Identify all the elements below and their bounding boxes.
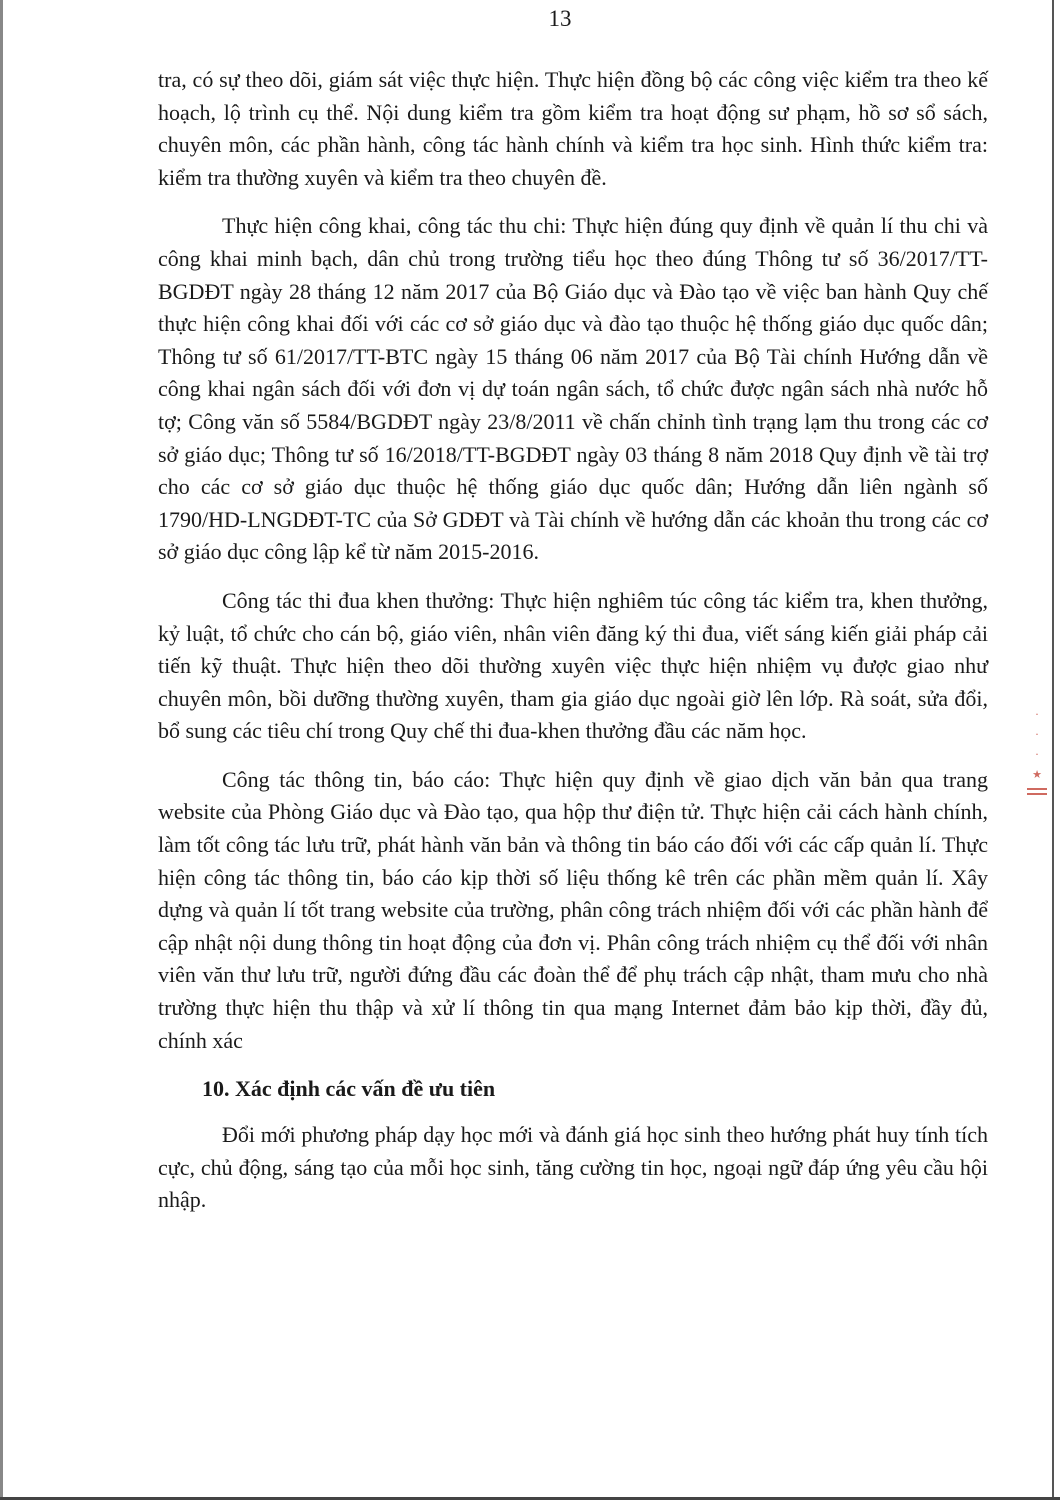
paragraph-priorities: Đổi mới phương pháp dạy học mới và đánh giá học sinh theo hướng phát huy tính tích cực, chủ động, sáng tạo của mỗi học sinh, tăng cường tin học, ngoại ngữ đáp ứng yêu cầu hội nhập.: [158, 1122, 988, 1213]
stamp-bar: [1027, 788, 1047, 790]
stamp-mark-2: ·: [1035, 728, 1039, 741]
page-number: 13: [548, 6, 572, 31]
stamp-mark-3: ·: [1035, 748, 1039, 761]
paragraph-public-finance: Thực hiện công khai, công tác thu chi: Thực hiện đúng quy định về quản lí thu chi và công khai minh bạch, dân chủ trong trường tiểu học theo đúng Thông tư số 36/2017/TT-BGDĐT ngày 28 tháng 12 năm 2017 của Bộ Giáo dục và Đào tạo về việc ban hành Quy chế thực hiện công khai đối với các cơ sở giáo dục và đào tạo thuộc hệ thống giáo dục quốc dân; Thông tư số 61/2017/TT-BTC ngày 15 tháng 06 năm 2017 của Bộ Tài chính Hướng dẫn về công khai ngân sách đối với đơn vị dự toán ngân sách, tổ chức được ngân sách nhà nước hỗ tợ; Công văn số 5584/BGDĐT ngày 23/8/2011 về chấn chỉnh tình trạng lạm thu trong các cơ sở giáo dục; Thông tư số 16/2018/TT-BGDĐT ngày 03 tháng 8 năm 2018 Quy định về tài trợ cho các cơ sở giáo dục thuộc hệ thống giáo dục quốc dân; Hướng dẫn liên ngành số 1790/HD-LNGDĐT-TC của Sở GDĐT và Tài chính về hướng dẫn các khoản thu trong các cơ sở giáo dục công lập kể từ năm 2015-2016.: [158, 213, 988, 565]
paragraph-inspection-continued: tra, có sự theo dõi, giám sát việc thực hiện. Thực hiện đồng bộ các công việc kiểm tra theo kế hoạch, lộ trình cụ thể. Nội dung kiểm tra gồm kiểm tra hoạt động sư phạm, hồ sơ sổ sách, chuyên môn, các phần hành, công tác hành chính và kiểm tra học sinh. Hình thức kiểm tra: kiểm tra thường xuyên và kiểm tra theo chuyên đề.: [158, 67, 988, 190]
document-body: [158, 64, 988, 1233]
stamp-bar: [1027, 793, 1047, 795]
scan-right-edge: [1052, 0, 1054, 1500]
scan-left-edge: [0, 0, 3, 1500]
paragraph-information-reporting: Công tác thông tin, báo cáo: Thực hiện quy định về giao dịch văn bản qua trang website của Phòng Giáo dục và Đào tạo, qua hộp thư điện tử. Thực hiện cải cách hành chính, làm tốt công tác lưu trữ, phát hành văn bản và thông tin báo cáo đối với các cấp quản lí. Thực hiện công tác thông tin, báo cáo kịp thời số liệu thống kê trên các phần mềm quản lí. Xây dựng và quản lí tốt trang website của trường, phân công trách nhiệm đối với các phần hành để cập nhật nội dung thông tin hoạt động của đơn vị. Phân công trách nhiệm cụ thể đối với nhân viên văn thư lưu trữ, người đứng đầu các đoàn thể để phụ trách cập nhật, tham mưu cho nhà trường thực hiện thu thập và xử lí thông tin qua mạng Internet đảm bảo kịp thời, đầy đủ, chính xác: [158, 766, 988, 1053]
red-stamp-fragment: [1026, 705, 1048, 825]
section-heading-priorities: 10. Xác định các vấn đề ưu tiên: [202, 1076, 496, 1102]
stamp-mark-1: ·: [1035, 708, 1039, 721]
paragraph-emulation-rewards: Công tác thi đua khen thưởng: Thực hiện nghiêm túc công tác kiểm tra, khen thưởng, kỷ luật, tổ chức cho cán bộ, giáo viên, nhân viên đăng ký thi đua, viết sáng kiến giải pháp cải tiến kỹ thuật. Thực hiện theo dõi thường xuyên việc thực hiện nhiệm vụ được giao như chuyên môn, bồi dưỡng thường xuyên, tham gia giáo dục ngoài giờ lên lớp. Rà soát, sửa đổi, bổ sung các tiêu chí trong Quy chế thi đua-khen thưởng đầu các năm học.: [158, 587, 988, 744]
stamp-star-icon: ★: [1032, 768, 1042, 781]
